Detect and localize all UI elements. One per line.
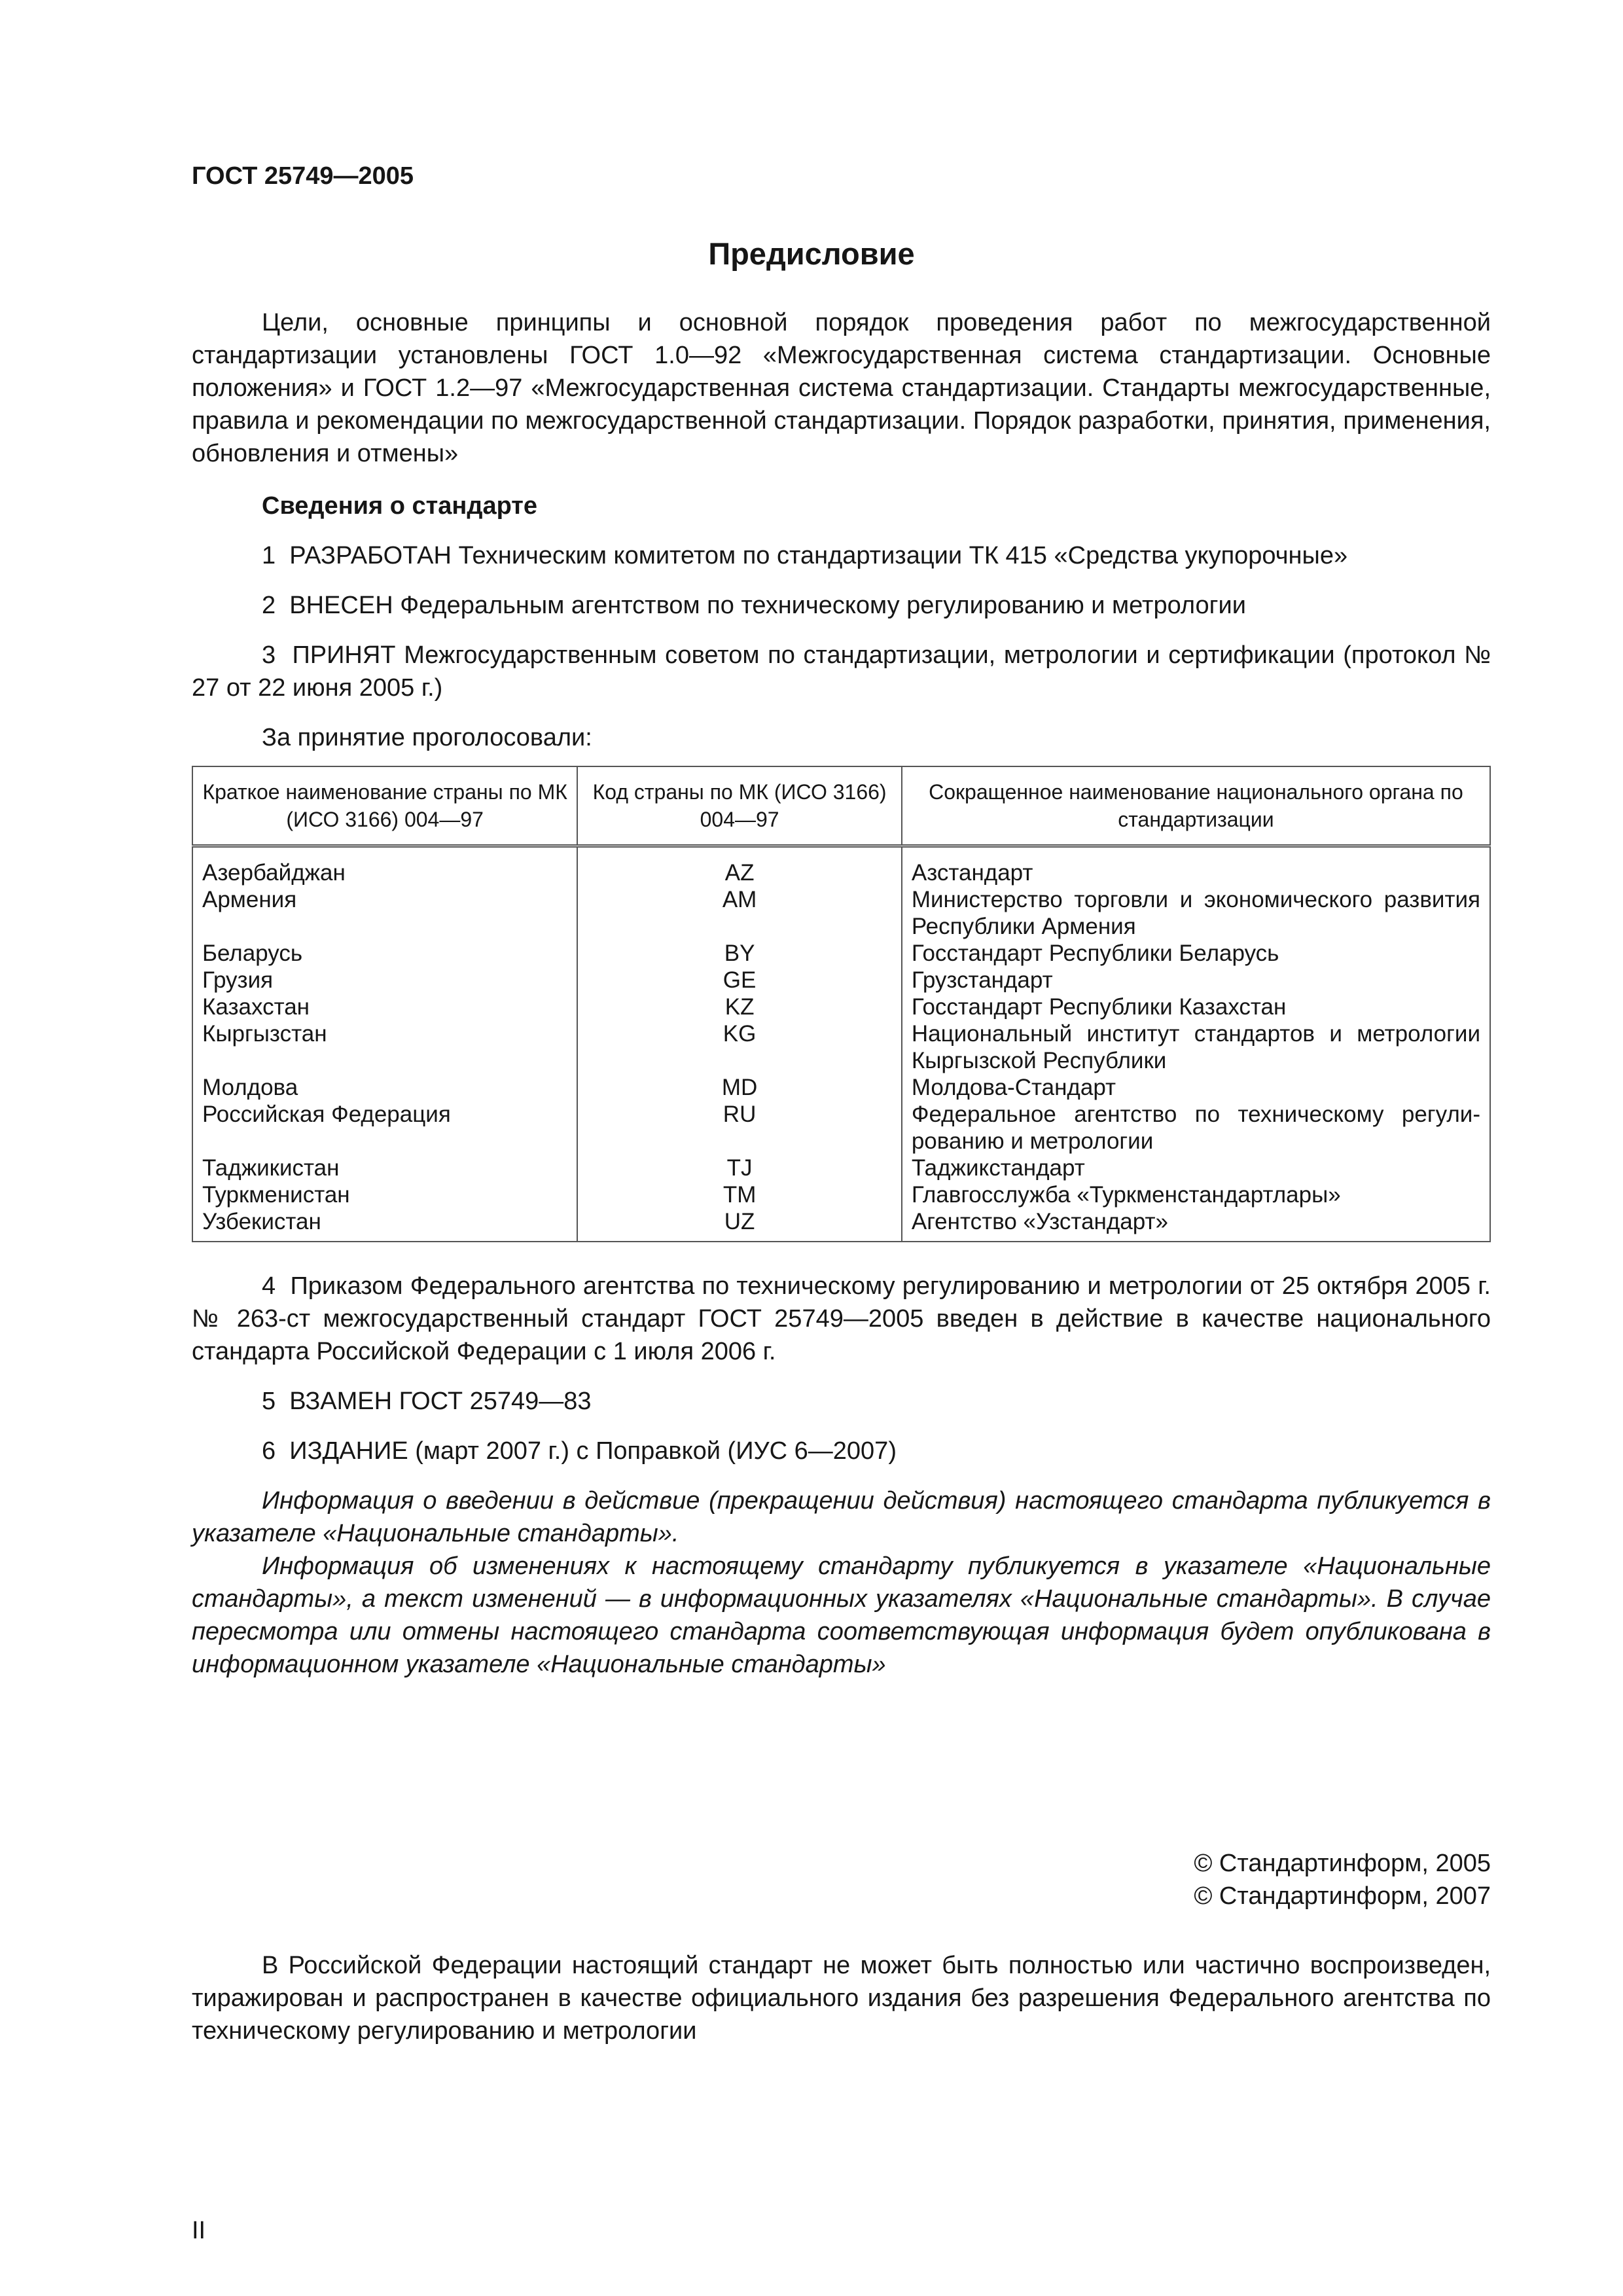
item-2-keyword: ВНЕСЕН	[289, 592, 393, 619]
country-code: TJ	[726, 1155, 753, 1181]
item-4	[192, 1270, 1491, 1368]
country-code: KG	[722, 1021, 757, 1047]
item-5-number: 5	[262, 1388, 276, 1415]
table-body-row	[192, 846, 1490, 1242]
intro-paragraph: Цели, основные принципы и основной порядок проведения работ по межгосударственной стандартизации установлены ГОСТ 1.0—92 «Межгосударственная система стандартизации. Основные положения» и ГОСТ 1.2—97 «Межгосударственная система стандартизации. Стандарты межгосударственные, правила и рекомендации по межгосударственной стандартизации. Порядок разработки, принятия, применения, обновления и отмены»	[192, 309, 1491, 467]
country-name: Азербайджан	[202, 860, 346, 886]
country-name: Кыргызстан	[202, 1021, 327, 1047]
country-code	[587, 1047, 892, 1074]
document-code: ГОСТ 25749—2005	[192, 162, 414, 190]
section-title: Сведения о стандарте	[262, 492, 538, 520]
country-code: MD	[721, 1075, 758, 1100]
country-code: KZ	[724, 994, 755, 1020]
country-name: Узбекистан	[202, 1209, 321, 1234]
authority-name: Национальный институт стандартов и метрологии	[911, 1021, 1480, 1047]
country-name: Таджикистан	[202, 1155, 340, 1181]
authority-name: Министерство торговли и экономического развития	[911, 887, 1480, 912]
item-5-keyword: ВЗАМЕН	[289, 1388, 393, 1415]
country-code: RU	[722, 1102, 757, 1127]
country-name	[202, 1047, 567, 1074]
authority-name: Кыргызской Республики	[911, 1048, 1167, 1073]
item-3-number: 3	[262, 641, 276, 669]
country-name: Российская Федерация	[202, 1102, 451, 1127]
item-1	[262, 539, 1347, 572]
country-name: Туркменистан	[202, 1182, 350, 1208]
country-name: Беларусь	[202, 941, 303, 966]
country-name: Армения	[202, 887, 297, 912]
code-column	[577, 846, 902, 1242]
item-3	[192, 639, 1491, 704]
item-1-keyword: РАЗРАБОТАН	[289, 542, 452, 569]
header-country: Краткое наименование страны по МК (ИСО 3166) 004—97	[192, 766, 577, 846]
item-4-number: 4	[262, 1272, 276, 1300]
item-4-text: Приказом Федерального агентства по техническому регулированию и метрологии от 25 октября 2005 г. № 263-ст межгосударственный стандарт ГОСТ 25749—2005 введен в действие в качестве национального стандарта Российской Федерации с 1 июля 2006 г.	[192, 1272, 1491, 1365]
page-title: Предисловие	[708, 236, 915, 271]
authority-column	[902, 846, 1490, 1242]
item-5-text: ГОСТ 25749—83	[399, 1388, 592, 1415]
authority-name: Республики Армения	[911, 914, 1136, 939]
item-1-number: 1	[262, 542, 276, 569]
info-paragraph-2: Информация об изменениях к настоящему стандарту публикуется в указателе «Национальные стандарты», а текст изменений — в информационных указателях «Национальные стандарты». В случае пересмотра или отмены настоящего стандарта соответствующая информация будет опубликована в информационном указателе «Национальные стандарты»	[192, 1552, 1491, 1678]
legal-notice: В Российской Федерации настоящий стандарт не может быть полностью или частично воспроизведен, тиражирован и распространен в качестве официального издания без разрешения Федерального агентства по техническому регулированию и метрологии	[192, 1952, 1491, 2045]
country-code: AZ	[724, 860, 755, 886]
country-code: BY	[724, 941, 755, 966]
authority-name: Главгосслужба «Туркменстандартлары»	[911, 1182, 1341, 1208]
authority-name: Агентство «Узстандарт»	[911, 1209, 1168, 1234]
authority-name: Молдова-Стандарт	[911, 1075, 1116, 1100]
info-paragraph-1: Информация о введении в действие (прекращении действия) настоящего стандарта публикуется в указателе «Национальные стандарты».	[192, 1487, 1491, 1547]
header-code: Код страны по МК (ИСО 3166) 004—97	[577, 766, 902, 846]
country-name	[202, 913, 567, 940]
country-code	[587, 1128, 892, 1155]
vote-intro: За принятие проголосовали:	[262, 724, 592, 751]
country-name	[202, 1128, 567, 1155]
copyright-line: © Стандартинформ, 2007	[1194, 1882, 1491, 1910]
voting-countries-table	[192, 766, 1491, 1242]
table-header-row	[192, 766, 1490, 846]
authority-name: Таджикстандарт	[911, 1155, 1085, 1181]
item-6-number: 6	[262, 1437, 276, 1465]
country-name: Казахстан	[202, 994, 310, 1020]
country-code: UZ	[724, 1209, 755, 1234]
authority-name: Азстандарт	[911, 860, 1033, 886]
authority-name: рованию и метрологии	[911, 1128, 1154, 1154]
country-column	[192, 846, 577, 1242]
item-5	[262, 1385, 592, 1418]
item-2-text: Федеральным агентством по техническому регулированию и метрологии	[400, 592, 1246, 619]
authority-name: Федеральное агентство по техническому регули-	[911, 1102, 1480, 1127]
item-6-keyword: ИЗДАНИЕ	[289, 1437, 408, 1465]
copyright-line: © Стандартинформ, 2005	[1194, 1850, 1491, 1877]
country-code: TM	[722, 1182, 757, 1208]
item-1-text: Техническим комитетом по стандартизации ТК 415 «Средства укупорочные»	[458, 542, 1348, 569]
item-3-text: Межгосударственным советом по стандартизации, метрологии и сертификации (протокол № 27 от 22 июня 2005 г.)	[192, 641, 1491, 702]
country-code: AM	[722, 887, 757, 912]
item-3-keyword: ПРИНЯТ	[292, 641, 396, 669]
item-6-text: (март 2007 г.) с Поправкой (ИУС 6—2007)	[415, 1437, 897, 1465]
item-2-number: 2	[262, 592, 276, 619]
header-authority: Сокращенное наименование национального органа по стандартизации	[902, 766, 1490, 846]
authority-name: Госстандарт Республики Казахстан	[911, 994, 1287, 1020]
authority-name: Госстандарт Республики Беларусь	[911, 941, 1279, 966]
country-name: Молдова	[202, 1075, 298, 1100]
country-name: Грузия	[202, 967, 274, 993]
item-2	[262, 589, 1246, 622]
authority-name: Грузстандарт	[911, 967, 1053, 993]
page-number: II	[192, 2217, 206, 2244]
country-code	[587, 913, 892, 940]
country-code: GE	[722, 967, 757, 993]
item-6	[262, 1435, 897, 1467]
